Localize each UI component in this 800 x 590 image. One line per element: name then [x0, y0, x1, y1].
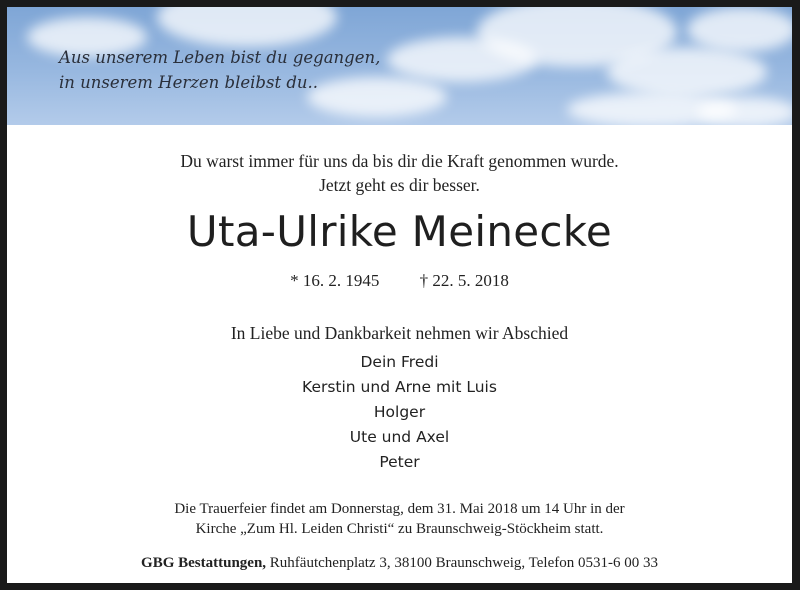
ceremony-line-2: Kirche „Zum Hl. Leiden Christi“ zu Braunschweig-Stöckheim statt.: [195, 521, 604, 537]
mourner: Dein Fredi: [360, 353, 439, 371]
undertaker-info: [7, 555, 792, 572]
mourner: Peter: [379, 453, 420, 471]
intro-text: [7, 149, 792, 197]
intro-line-2: Jetzt geht es dir besser.: [319, 175, 480, 195]
mourner: Kerstin und Arne mit Luis: [302, 378, 497, 396]
verse-line-2: in unserem Herzen bleibst du..: [59, 73, 319, 92]
undertaker-name: GBG Bestattungen,: [141, 555, 267, 571]
death-date: † 22. 5. 2018: [419, 271, 509, 290]
mourner: Holger: [373, 403, 426, 421]
mourner: Ute und Axel: [349, 428, 450, 446]
farewell-line: In Liebe und Dankbarkeit nehmen wir Abschied: [230, 323, 569, 343]
undertaker-address: Ruhfäutchenplatz 3, 38100 Braunschweig, Telefon 0531-6 00 33: [266, 555, 658, 571]
life-dates: [7, 271, 792, 291]
birth-date: * 16. 2. 1945: [290, 271, 380, 290]
ceremony-line-1: Die Trauerfeier findet am Donnerstag, dem 31. Mai 2018 um 14 Uhr in der: [174, 501, 625, 517]
mourners-list: [7, 350, 792, 475]
deceased-name: Uta-Ulrike Meinecke: [186, 207, 613, 256]
ceremony-info: [7, 499, 792, 539]
verse: [59, 45, 380, 95]
intro-line-1: Du warst immer für uns da bis dir die Kraft genommen wurde.: [180, 151, 619, 171]
verse-line-1: Aus unserem Leben bist du gegangen,: [59, 48, 381, 67]
sky-banner: [7, 7, 792, 125]
